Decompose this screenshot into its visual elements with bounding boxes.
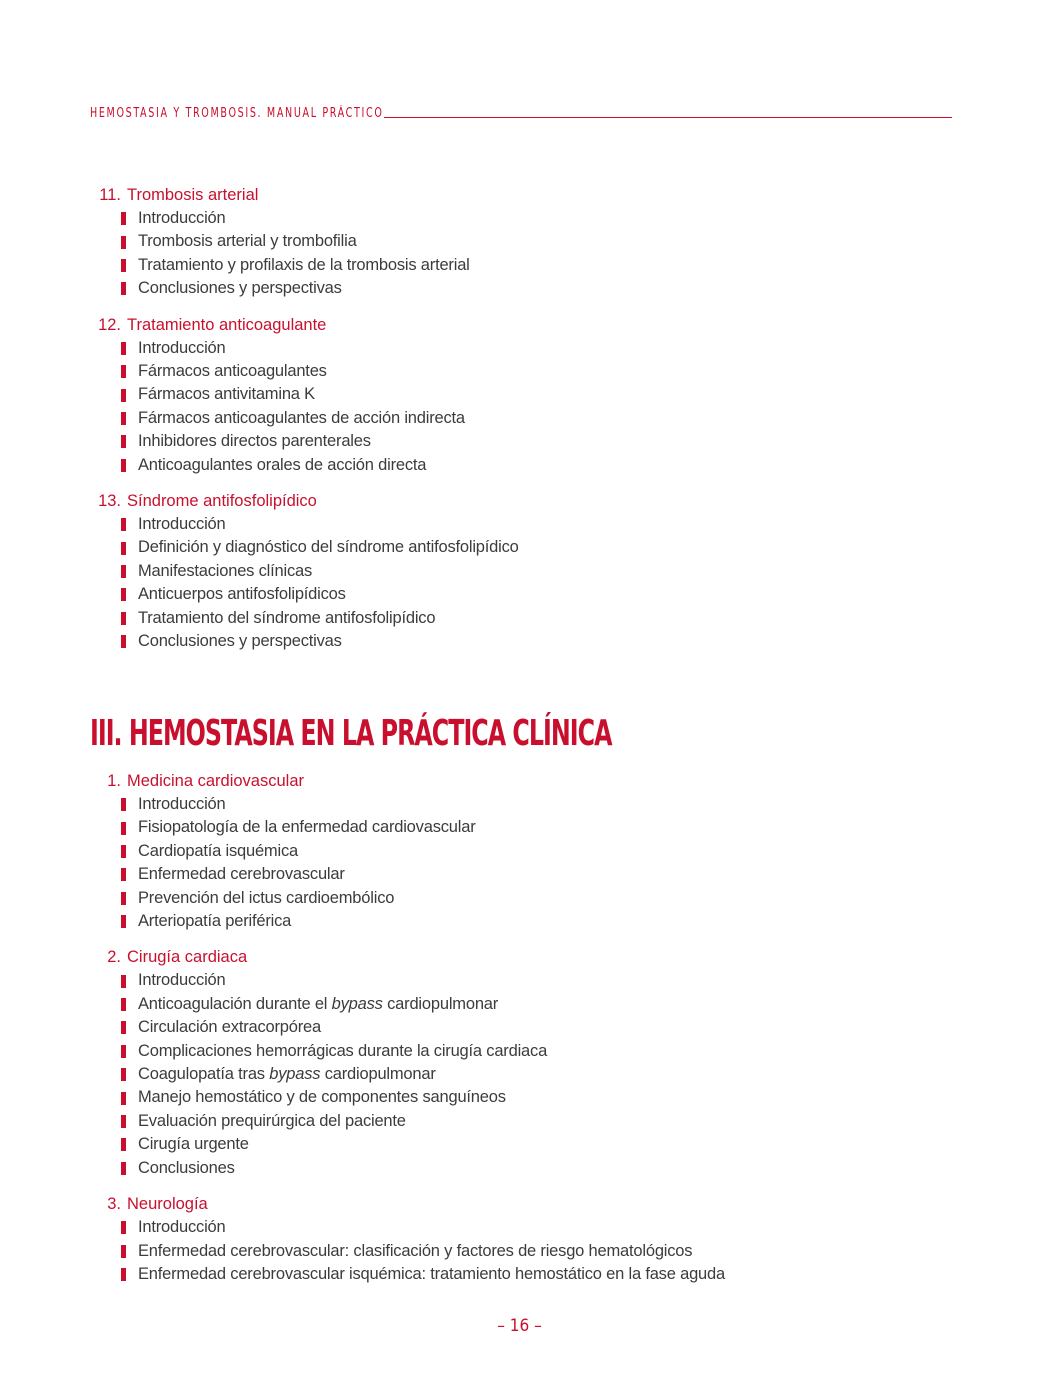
chapter-gap [90,1180,970,1193]
toc-item-label: Cirugía urgente [138,1135,249,1154]
toc-item[interactable] [121,254,970,277]
bullet-bar-icon [121,236,126,249]
chapter-heading[interactable] [90,184,970,207]
toc-item-label: Conclusiones y perspectivas [138,279,342,298]
bullet-bar-icon [121,822,126,835]
toc-item[interactable] [121,607,970,630]
toc-item-label: Enfermedad cerebrovascular isquémica: tratamiento hemostático en la fase aguda [138,1264,725,1283]
running-header-title: HEMOSTASIA Y TROMBOSIS. MANUAL PRÁCTICO [90,106,384,121]
toc-item-label: Introducción [138,515,226,534]
toc-item-label: Introducción [138,1218,226,1237]
chapter-title: Medicina cardiovascular [127,772,304,790]
toc-item-label: Fármacos anticoagulantes de acción indirecta [138,408,465,427]
toc-item-label: Tratamiento del síndrome antifosfolipídico [138,608,436,627]
chapter-items [90,969,970,1180]
bullet-bar-icon [121,612,126,625]
toc-item-label: Definición y diagnóstico del síndrome antifosfolipídico [138,538,519,557]
toc-item-label: Introducción [138,971,226,990]
toc-item[interactable] [121,1040,970,1063]
toc-item[interactable] [121,560,970,583]
toc-item[interactable] [121,207,970,230]
toc-bottom-block [90,770,970,1286]
toc-item[interactable] [121,969,970,992]
bullet-bar-icon [121,389,126,402]
toc-item-label: Anticuerpos antifosfolipídicos [138,585,346,604]
bullet-bar-icon [121,459,126,472]
bullet-bar-icon [121,1115,126,1128]
chapter-heading[interactable] [90,314,970,337]
toc-item-label: Tratamiento y profilaxis de la trombosis arterial [138,255,470,274]
chapter-items [90,337,970,477]
chapter-title: Trombosis arterial [127,186,259,204]
toc-item-label: Cardiopatía isquémica [138,841,298,860]
bullet-bar-icon [121,542,126,555]
toc-chapter [90,490,970,653]
toc-item-label: Evaluación prequirúrgica del paciente [138,1111,406,1130]
bullet-bar-icon [121,1138,126,1151]
bullet-bar-icon [121,435,126,448]
toc-item-label: Manifestaciones clínicas [138,561,313,580]
bullet-bar-icon [121,412,126,425]
bullet-bar-icon [121,868,126,881]
toc-item[interactable] [121,1216,970,1239]
toc-item[interactable] [121,1133,970,1156]
chapter-title: Tratamiento anticoagulante [127,315,327,334]
toc-item[interactable] [121,337,970,360]
toc-chapter [90,770,970,933]
bullet-bar-icon [121,259,126,272]
toc-item[interactable] [121,1263,970,1286]
chapter-gap [90,933,970,946]
toc-chapter [90,314,970,477]
toc-chapter [90,184,970,301]
bullet-bar-icon [121,365,126,378]
toc-item-label: Enfermedad cerebrovascular [138,865,345,884]
section-heading-block [90,712,970,756]
toc-item[interactable] [121,1240,970,1263]
toc-item[interactable] [121,630,970,653]
chapter-items [90,793,970,933]
bullet-bar-icon [121,845,126,858]
bullet-bar-icon [121,565,126,578]
chapter-number: 3. [107,1195,121,1214]
bullet-bar-icon [121,635,126,648]
section-title: III. HEMOSTASIA EN LA PRÁCTICA CLÍNICA [90,713,612,754]
toc-item[interactable] [121,430,970,453]
toc-top-block [90,184,970,654]
chapter-number: 12. [98,315,121,334]
bullet-bar-icon [121,518,126,531]
toc-item-label: Conclusiones y perspectivas [138,632,342,651]
chapter-items [90,1216,970,1286]
bullet-bar-icon [121,1021,126,1034]
bullet-bar-icon [121,998,126,1011]
chapter-heading[interactable] [90,770,970,793]
toc-item[interactable] [121,230,970,253]
chapter-title: Neurología [127,1195,208,1214]
bullet-bar-icon [121,1221,126,1234]
chapter-gap [90,477,970,490]
bullet-bar-icon [121,1162,126,1175]
toc-item-label: Manejo hemostático y de componentes sanguíneos [138,1088,506,1107]
bullet-bar-icon [121,1045,126,1058]
toc-item[interactable] [121,793,970,816]
toc-item[interactable] [121,1016,970,1039]
toc-item[interactable] [121,454,970,477]
toc-item-label: Prevención del ictus cardioembólico [138,888,395,907]
toc-item-label: Introducción [138,795,226,813]
chapter-number: 1. [107,772,121,790]
toc-chapter [90,1193,970,1286]
bullet-bar-icon [121,282,126,295]
bullet-bar-icon [121,1092,126,1105]
toc-item-label: Complicaciones hemorrágicas durante la cirugía cardiaca [138,1041,548,1060]
bullet-bar-icon [121,1245,126,1258]
toc-item[interactable] [121,993,970,1016]
toc-item[interactable] [121,536,970,559]
bullet-bar-icon [121,1068,126,1081]
toc-item-label: Arteriopatía periférica [138,912,292,931]
toc-item[interactable] [121,910,970,933]
header-rule [384,117,952,118]
chapter-items [90,513,970,653]
toc-item[interactable] [121,513,970,536]
toc-item-label: Conclusiones [138,1158,235,1177]
toc-chapter [90,946,970,1180]
chapter-heading[interactable] [90,1193,970,1216]
bullet-bar-icon [121,892,126,905]
chapter-title: Síndrome antifosfolipídico [127,492,317,511]
toc-item[interactable] [121,277,970,300]
toc-item[interactable] [121,1110,970,1133]
toc-item-label: Anticoagulantes orales de acción directa [138,455,427,474]
chapter-number: 2. [107,948,121,967]
bullet-bar-icon [121,975,126,988]
toc-item-label: Anticoagulación durante el bypass cardiopulmonar [138,994,499,1013]
chapter-items [90,207,970,301]
toc-item-label: Introducción [138,209,226,227]
bullet-bar-icon [121,915,126,928]
toc-item[interactable] [121,583,970,606]
chapter-number: 11. [99,186,121,204]
bullet-bar-icon [121,798,126,811]
toc-item-label: Coagulopatía tras bypass cardiopulmonar [138,1065,436,1084]
toc-item[interactable] [121,1157,970,1180]
toc-item[interactable] [121,1063,970,1086]
bullet-bar-icon [121,212,126,225]
toc-item-label: Inhibidores directos parenterales [138,432,371,451]
toc-item[interactable] [121,840,970,863]
page-number: – 16 – [497,1316,542,1336]
chapter-heading[interactable] [90,490,970,513]
toc-item[interactable] [121,1086,970,1109]
toc-item-label: Fármacos anticoagulantes [138,362,327,381]
bullet-bar-icon [121,1268,126,1281]
toc-item[interactable] [121,407,970,430]
bullet-bar-icon [121,342,126,355]
toc-item[interactable] [121,360,970,383]
toc-item[interactable] [121,816,970,839]
toc-item-label: Introducción [138,338,226,357]
toc-item[interactable] [121,383,970,406]
chapter-heading[interactable] [90,946,970,969]
toc-item[interactable] [121,863,970,886]
toc-item-label: Enfermedad cerebrovascular: clasificación y factores de riesgo hematológicos [138,1241,693,1260]
toc-item[interactable] [121,887,970,910]
chapter-number: 13. [98,492,121,511]
toc-item-label: Fármacos antivitamina K [138,385,315,404]
bullet-bar-icon [121,588,126,601]
toc-item-label: Fisiopatología de la enfermedad cardiovascular [138,818,476,837]
chapter-gap [90,301,970,314]
toc-item-label: Circulación extracorpórea [138,1018,322,1037]
chapter-title: Cirugía cardiaca [127,948,248,967]
toc-item-label: Trombosis arterial y trombofilia [138,232,357,251]
running-header [90,98,952,122]
